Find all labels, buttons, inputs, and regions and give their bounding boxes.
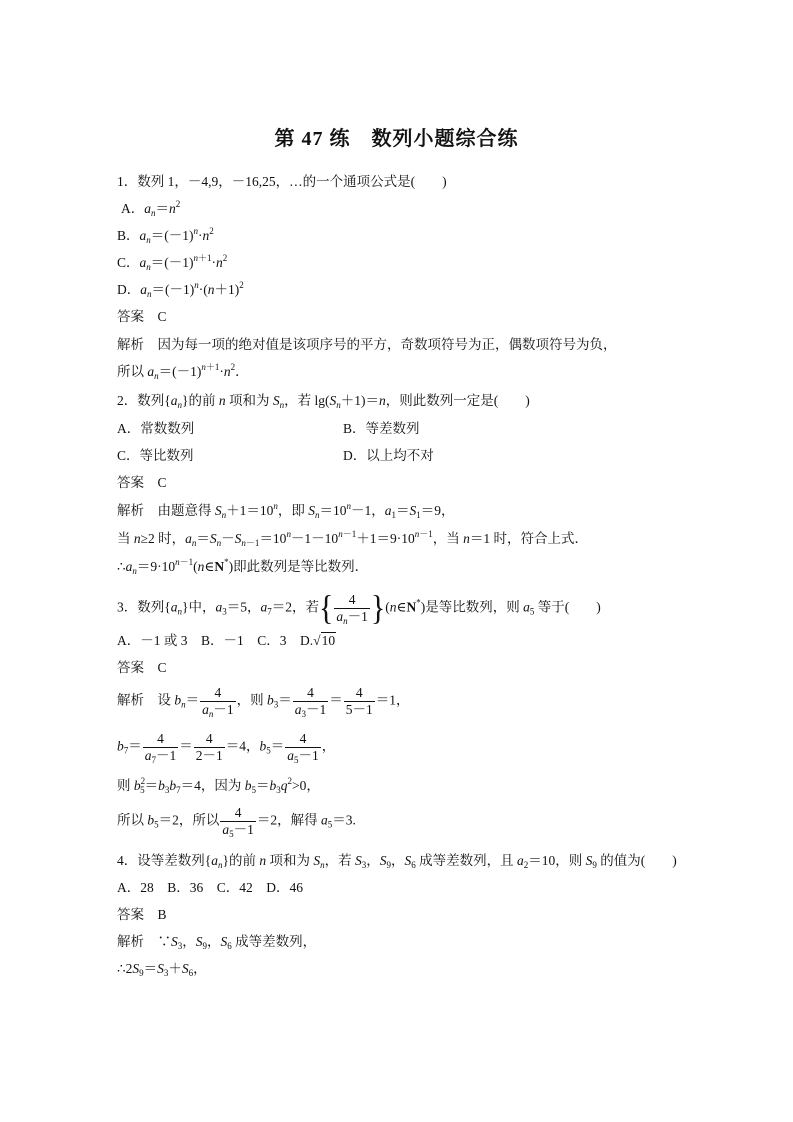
q4-analysis-line1: 解析 $\because S_3$，$S_9$，$S_6$ 成等差数列， bbox=[117, 934, 317, 951]
q2-answer: 答案 C bbox=[117, 475, 167, 490]
q1-analysis-line1: 解析 因为每一项的绝对值是该项序号的平方，奇数项符号为正，偶数项符号为负， bbox=[117, 337, 617, 352]
q1-option-c: C．$a_n=(-1)^{n+1}\cdot n^2$ bbox=[117, 253, 228, 272]
q1-analysis-line2: 所以 $a_n=(-1)^{n+1}\cdot n^2$． bbox=[117, 362, 249, 381]
q3-analysis-line3: 则 $b^2_5=b_3b_7=4$，因为 $b_5=b_3q^2>0$， bbox=[117, 776, 320, 795]
q2-analysis-line1: 解析 由题意得 $S_n+1=10^n$，即 $S_n=10^n-1$，$a_1=S_1=9$， bbox=[117, 501, 455, 520]
q3-analysis-line4: 所以 $b_5=2$，所以 $\frac{4}{a_5-1}$ ＝2，解得 $a_5=3$. bbox=[117, 805, 356, 839]
q3-stem: 3．数列$\{a_n\}$中，$a_3=5$，$a_7=2$，若{ $\frac{4}{a_n-1}$ }(n∈N*)是等比数列，则 $a_5$ 等于( ) bbox=[117, 588, 601, 627]
q4-analysis-line2: $\therefore 2S_9=S_3+S_6$， bbox=[117, 961, 207, 978]
q2-option-a: A．常数数列 bbox=[117, 421, 195, 436]
q1-option-d: D．$a_n=(-1)^n\cdot(n+1)^2$ bbox=[117, 280, 244, 299]
q4-options: A．28 B．36 C．42 D．46 bbox=[117, 880, 304, 895]
q2-option-b: B．等差数列 bbox=[343, 421, 420, 436]
page-title: 第 47 练 数列小题综合练 bbox=[274, 128, 519, 150]
q1-stem: 1．数列 1，－4,9，－16,25，…的一个通项公式是( ) bbox=[117, 174, 447, 189]
q3-options: A．－1 或 3 B．－1 C．3 D.√10 bbox=[117, 633, 336, 648]
q2-analysis-line2: 当 n≥2 时，$a_n=S_n-S_{n-1}=10^n-1-10^{n-1}+1=9\cdot 10^{n-1}$，当 n＝1 时，符合上式． bbox=[117, 529, 588, 548]
q3-answer: 答案 C bbox=[117, 660, 167, 675]
q2-option-d: D．以上均不对 bbox=[343, 448, 434, 463]
q1-answer: 答案 C bbox=[117, 309, 167, 324]
q2-analysis-line3: $\therefore a_n=9\cdot 10^{n-1}(n\in N^*)$即此数列是等比数列． bbox=[117, 557, 369, 576]
q3-analysis-line2: $b_7=$ $\frac{4}{a_7-1}$ ＝ $\frac{4}{2-1}$ ＝4，$b_5=$ $\frac{4}{a_5-1}$ ， bbox=[117, 731, 336, 765]
q4-answer: 答案 B bbox=[117, 907, 167, 922]
q1-option-b: B．$a_n=(-1)^n\cdot n^2$ bbox=[117, 226, 214, 245]
q2-option-c: C．等比数列 bbox=[117, 448, 194, 463]
q4-stem: 4．设等差数列$\{a_n\}$的前 n 项和为 $S_n$，若 $S_3$，$S_9$，$S_6$ 成等差数列，且 $a_2=10$，则 $S_9$ 的值为( ) bbox=[117, 853, 677, 870]
q1-option-a: A．$a_n=n^2$ bbox=[121, 199, 181, 218]
q2-stem: 2．数列$\{a_n\}$的前 n 项和为 $S_n$，若 $\lg(S_n+1)=n$，则此数列一定是( ) bbox=[117, 393, 530, 410]
q3-analysis-line1: 解析 设 $b_n=$ $\frac{4}{a_n-1}$ ，则 $b_3=$ $\frac{4}{a_3-1}$ ＝ $\frac{4}{5-1}$ ＝1， bbox=[117, 685, 410, 719]
